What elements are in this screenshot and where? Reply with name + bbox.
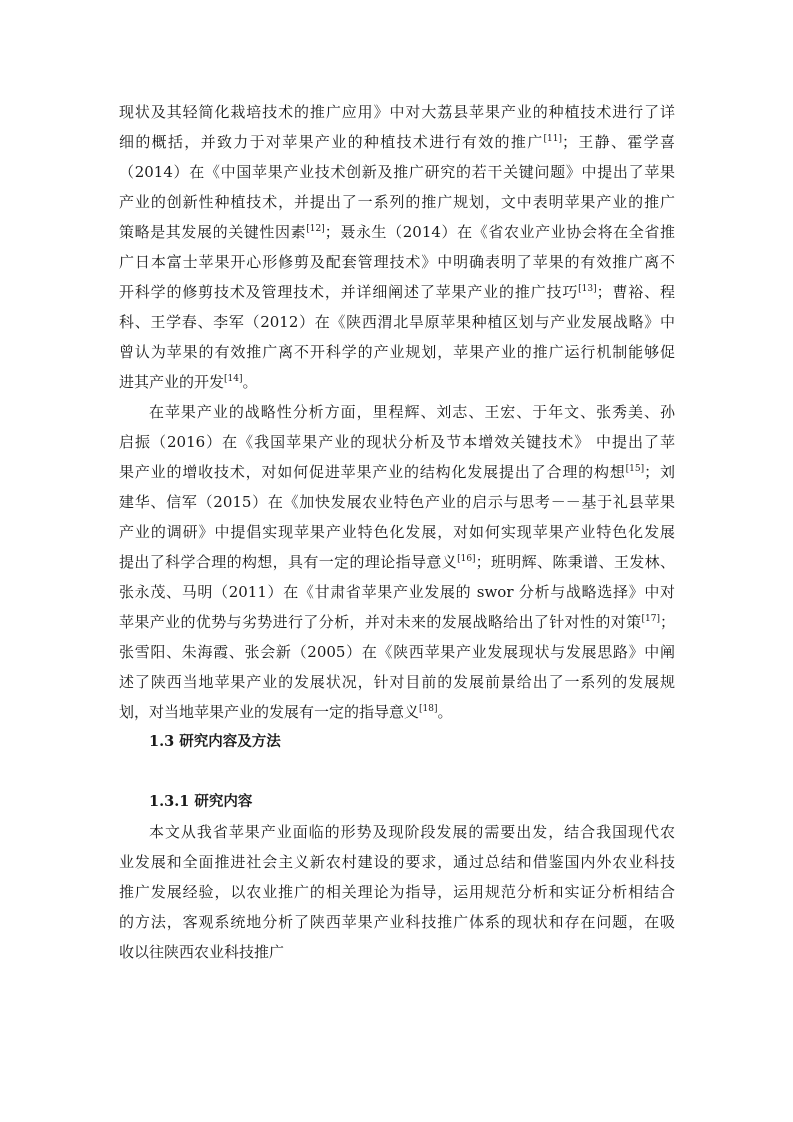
text-run: 策略是其发展的关键性因素 (119, 223, 307, 241)
text-run: ；班明辉、陈秉谱、王发林、 (475, 553, 675, 571)
text-run: ； (659, 613, 675, 631)
text-run: 述了陕西当地苹果产业的发展状况，针对目前的发展前景给出了一系列的发展规 (119, 673, 675, 691)
paragraph-literature-review-promotion (119, 97, 675, 397)
text-run: 果产业的增收技术，对如何促进苹果产业的结构化发展提出了合理的构想 (119, 463, 626, 481)
text-run: 张永茂、马明（2011）在《甘肃省苹果产业发展的 swor 分析与战略选择》中对 (119, 583, 675, 601)
text-run: 推广发展经验，以农业推广的相关理论为指导，运用规范分析和实证分析相结合 (119, 883, 675, 901)
text-run: 苹果产业的优势与劣势进行了分析，并对未来的发展战略给出了针对性的对策 (119, 613, 642, 631)
text-run: 收以往陕西农业科技推广 (119, 943, 285, 961)
text-run: 的方法，客观系统地分析了陕西苹果产业科技推广体系的现状和存在问题，在吸 (119, 913, 675, 931)
text-line (119, 157, 675, 187)
text-line (119, 307, 675, 337)
citation-ref: [12] (306, 224, 325, 234)
document-page (119, 97, 675, 967)
text-line (119, 817, 675, 847)
text-run: 。 (437, 703, 453, 721)
text-run: ；王静、霍学喜 (562, 133, 675, 151)
text-run: ；曹裕、程 (596, 283, 675, 301)
text-run: 本文从我省苹果产业面临的形势及现阶段发展的需要出发，结合我国现代农 (149, 823, 675, 841)
text-line (119, 427, 675, 457)
text-run: 划，对当地苹果产业的发展有一定的指导意义 (119, 703, 420, 721)
text-run: 科、王学春、李军（2012）在《陕西渭北旱原苹果种植区划与产业发展战略》中 (119, 313, 675, 331)
subsection-heading-1-3-1: 1.3.1 研究内容 (149, 793, 253, 810)
text-line (119, 217, 675, 247)
text-run: 广日本富士苹果开心形修剪及配套管理技术》中明确表明了苹果的有效推广离不 (119, 253, 675, 271)
text-line (119, 457, 675, 487)
text-line (119, 487, 675, 517)
text-line (119, 697, 675, 727)
text-run: 启振（2016）在《我国苹果产业的现状分析及节本增效关键技术》 中提出了苹 (119, 433, 675, 451)
text-line (119, 637, 675, 667)
text-run: ；刘 (644, 463, 675, 481)
section-spacer (119, 757, 675, 787)
citation-ref: [16] (457, 554, 476, 564)
text-line (119, 97, 675, 127)
text-line (119, 187, 675, 217)
paragraph-research-content (119, 817, 675, 967)
text-line (119, 277, 675, 307)
text-run: 进其产业的开发 (119, 373, 225, 391)
text-line (119, 907, 675, 937)
text-line (119, 367, 675, 397)
text-run: 建华、信军（2015）在《加快发展农业特色产业的启示与思考－－基于礼县苹果 (119, 493, 675, 511)
citation-ref: [13] (578, 284, 597, 294)
citation-ref: [18] (419, 704, 438, 714)
text-run: 产业的调研》中提倡实现苹果产业特色化发展，对如何实现苹果产业特色化发展 (119, 523, 675, 541)
text-run: 。 (242, 373, 258, 391)
text-run: ；聂永生（2014）在《省农业产业协会将在全省推 (324, 223, 675, 241)
text-run: 曾认为苹果的有效推广离不开科学的产业规划，苹果产业的推广运行机制能够促 (119, 343, 675, 361)
text-run: 产业的创新性种植技术，并提出了一系列的推广规划，文中表明苹果产业的推广 (119, 193, 675, 211)
text-run: 现状及其轻简化栽培技术的推广应用》中对大荔县苹果产业的种植技术进行了详 (119, 103, 675, 121)
paragraph-strategic-analysis (119, 397, 675, 727)
section-heading-1-3: 1.3 研究内容及方法 (149, 733, 281, 750)
text-line (119, 517, 675, 547)
text-line (119, 547, 675, 577)
citation-ref: [17] (641, 614, 660, 624)
text-run: 开科学的修剪技术及管理技术，并详细阐述了苹果产业的推广技巧 (119, 283, 579, 301)
text-line (119, 577, 675, 607)
citation-ref: [14] (224, 374, 243, 384)
citation-ref: [15] (625, 464, 645, 474)
text-line (119, 127, 675, 157)
text-run: 细的概括，并致力于对苹果产业的种植技术进行有效的推广 (119, 133, 544, 151)
text-line (119, 607, 675, 637)
text-line (119, 667, 675, 697)
text-line (119, 247, 675, 277)
text-line (119, 877, 675, 907)
text-line (119, 397, 675, 427)
text-run: 张雪阳、朱海霞、张会新（2005）在《陕西苹果产业发展现状与发展思路》中阐 (119, 643, 675, 661)
text-line (119, 937, 675, 967)
text-run: 在苹果产业的战略性分析方面，里程辉、刘志、王宏、于年文、张秀美、孙 (149, 403, 675, 421)
text-run: （2014）在《中国苹果产业技术创新及推广研究的若干关键问题》中提出了苹果 (119, 163, 675, 181)
text-run: 业发展和全面推进社会主义新农村建设的要求，通过总结和借鉴国内外农业科技 (119, 853, 675, 871)
text-line (119, 847, 675, 877)
citation-ref: [11] (543, 134, 563, 144)
text-run: 提出了科学合理的构想，具有一定的理论指导意义 (119, 553, 458, 571)
text-line (119, 337, 675, 367)
